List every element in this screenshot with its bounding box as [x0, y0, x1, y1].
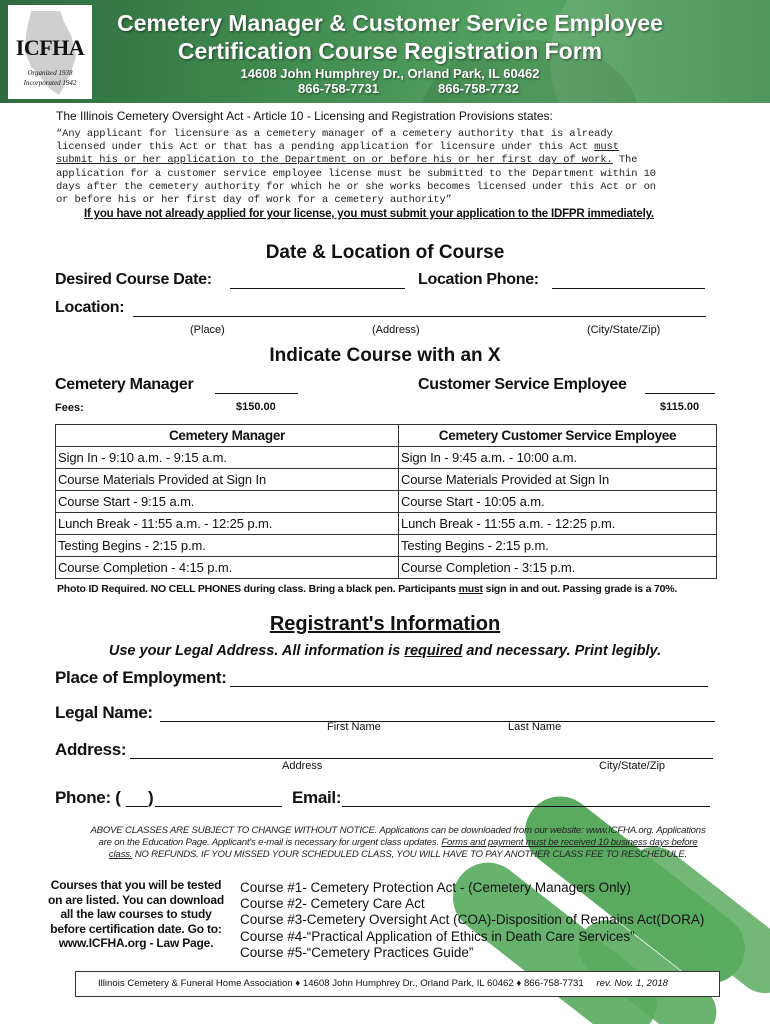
first-name-caption: First Name: [327, 721, 381, 733]
table-cell: Testing Begins - 2:15 p.m.: [56, 535, 399, 557]
column-header: Cemetery Customer Service Employee: [399, 425, 717, 447]
location-phone-field[interactable]: [552, 273, 705, 289]
table-cell: Course Start - 9:15 a.m.: [56, 491, 399, 513]
note-line: all the law courses to study: [60, 907, 212, 921]
course-list: [240, 880, 704, 961]
table-cell: Sign In - 9:45 a.m. - 10:00 a.m.: [399, 447, 717, 469]
header-address: 14608 John Humphrey Dr., Orland Park, IL 60462: [240, 66, 540, 81]
list-item: Course #5-“Cemetery Practices Guide”: [240, 944, 474, 960]
table-cell: Course Completion - 3:15 p.m.: [399, 557, 717, 579]
course-select-heading: Indicate Course with an X: [269, 345, 501, 366]
logo-text: ICFHA: [15, 35, 85, 60]
icfha-logo: [8, 5, 92, 99]
list-item: Course #4-“Practical Application of Ethics in Death Care Services”: [240, 928, 635, 944]
note-line: on are listed. You can download: [47, 892, 225, 907]
table-row: [56, 513, 717, 535]
employment-field[interactable]: [230, 670, 708, 687]
note-line: before certification date. Go to:: [50, 921, 222, 936]
column-header: Cemetery Manager: [56, 425, 399, 447]
footer-address: 14608 John Humphrey Dr., Orland Park, IL 60462: [302, 978, 514, 989]
quote-line: “Any applicant for licensure as a cemetery manager of a cemetery authority that is already: [56, 128, 613, 140]
statute-quote: [56, 128, 721, 207]
disclaimer-line: are on the Education Page. Applicant's e-mail is necessary for urgent class updates. Forms and payment must be received 10 business days before: [98, 837, 698, 848]
note-line: Courses that you will be tested: [50, 878, 222, 892]
logo-founded: Organized 1938: [27, 69, 73, 77]
email-field[interactable]: [342, 790, 710, 807]
table-row: [56, 535, 717, 557]
table-row: [56, 557, 717, 579]
diamond-icon: ♦: [516, 978, 522, 989]
header-phone-2: 866-758-7732: [438, 81, 519, 96]
legal-name-label: Legal Name:: [55, 703, 153, 722]
disclaimer-line: class. NO REFUNDS. IF YOU MISSED YOUR SCHEDULED CLASS, YOU WILL HAVE TO PAY ANOTHER CLASS FEE TO RESCHEDULE.: [108, 849, 688, 860]
quote-line: licensed under this Act or that has a pending application for licensure under this Act must: [56, 141, 619, 154]
table-cell: Course Start - 10:05 a.m.: [399, 491, 717, 513]
schedule-table: [55, 424, 717, 579]
cemetery-manager-option-label: Cemetery Manager: [55, 376, 194, 393]
place-caption: (Place): [190, 324, 225, 336]
diamond-icon: ♦: [295, 978, 301, 989]
desired-date-field[interactable]: [230, 273, 405, 289]
table-row: [56, 447, 717, 469]
area-code-field[interactable]: [126, 790, 148, 807]
address-label: Address:: [55, 740, 127, 759]
statute-intro: The Illinois Cemetery Oversight Act - Article 10 - Licensing and Registration Provisions states:: [56, 109, 553, 123]
email-label: Email:: [292, 788, 342, 807]
table-cell: Lunch Break - 11:55 a.m. - 12:25 p.m.: [399, 513, 717, 535]
note-line: www.ICFHA.org - Law Page.: [58, 936, 214, 950]
location-label: Location:: [55, 299, 125, 316]
logo-incorporated: Incorporated 1942: [23, 79, 77, 87]
employee-fee: $115.00: [660, 401, 700, 413]
manager-fee: $150.00: [236, 401, 276, 413]
city-sub-caption: City/State/Zip: [599, 760, 666, 772]
quote-line: submit his or her application to the Department on or before his or her first day of work. The: [56, 154, 638, 167]
table-row: [56, 491, 717, 513]
customer-service-option-label: Customer Service Employee: [418, 376, 627, 393]
customer-service-checkbox[interactable]: [645, 378, 715, 394]
employment-label: Place of Employment:: [55, 668, 227, 687]
address-sub-caption: Address: [282, 760, 323, 772]
cemetery-manager-checkbox[interactable]: [215, 378, 298, 394]
desired-date-label: Desired Course Date:: [55, 271, 212, 288]
list-item: Course #1- Cemetery Protection Act - (Cemetery Managers Only): [240, 880, 631, 895]
address-caption: (Address): [372, 324, 420, 336]
revision-date: rev. Nov. 1, 2018: [596, 978, 669, 989]
footer: [75, 971, 720, 997]
last-name-caption: Last Name: [508, 721, 562, 733]
table-cell: Lunch Break - 11:55 a.m. - 12:25 p.m.: [56, 513, 399, 535]
disclaimer: [58, 825, 738, 861]
list-item: Course #2- Cemetery Care Act: [240, 896, 425, 912]
phone-field[interactable]: [155, 790, 282, 807]
header-banner: [0, 0, 770, 103]
fees-label: Fees:: [55, 402, 84, 414]
header-phone-1: 866-758-7731: [298, 81, 379, 96]
page-title: Cemetery Manager & Customer Service Employee: [117, 10, 663, 36]
registrant-heading: Registrant's Information: [269, 613, 501, 635]
idfpr-notice: If you have not already applied for your license, you must submit your application to the IDFPR immediately.: [84, 208, 654, 220]
table-cell: Course Materials Provided at Sign In: [56, 469, 399, 491]
table-cell: Sign In - 9:10 a.m. - 9:15 a.m.: [56, 447, 399, 469]
quote-line: days after the cemetery authority for which he or she works becomes licensed under this Act or on: [56, 180, 656, 193]
city-caption: (City/State/Zip): [587, 324, 661, 336]
legal-name-field[interactable]: [160, 705, 715, 722]
location-phone-label: Location Phone:: [418, 271, 539, 288]
list-item: Course #3-Cemetery Oversight Act (COA)-Disposition of Remains Act(DORA): [240, 912, 705, 928]
phone-paren: ): [148, 788, 154, 807]
quote-line: application for a customer service employee license must be submitted to the Department within 10: [56, 167, 656, 180]
table-cell: Course Completion - 4:15 p.m.: [56, 557, 399, 579]
table-cell: Testing Begins - 2:15 p.m.: [399, 535, 717, 557]
date-location-heading: Date & Location of Course: [265, 242, 505, 263]
phone-label: Phone: (: [55, 788, 121, 807]
legal-address-note: Use your Legal Address. All information is required and necessary. Print legibly.: [108, 643, 662, 659]
quote-line: or before his or her first day of work for a cemetery authority”: [56, 194, 452, 207]
location-field[interactable]: [133, 301, 706, 317]
footer-phone: 866-758-7731: [523, 978, 584, 989]
class-rules-note: Photo ID Required. NO CELL PHONES during class. Bring a black pen. Participants must sign in and out. Passing grade is a 70%.: [57, 583, 678, 595]
table-header-row: [56, 425, 717, 447]
table-row: [56, 469, 717, 491]
disclaimer-line: ABOVE CLASSES ARE SUBJECT TO CHANGE WITHOUT NOTICE. Applications can be downloaded from our website: www.ICFHA.org. Applications: [90, 825, 706, 836]
address-field[interactable]: [130, 742, 713, 759]
table-cell: Course Materials Provided at Sign In: [399, 469, 717, 491]
page-subtitle: Certification Course Registration Form: [177, 38, 603, 64]
footer-org: Illinois Cemetery & Funeral Home Association: [98, 978, 293, 989]
tested-courses-note: [40, 878, 232, 951]
